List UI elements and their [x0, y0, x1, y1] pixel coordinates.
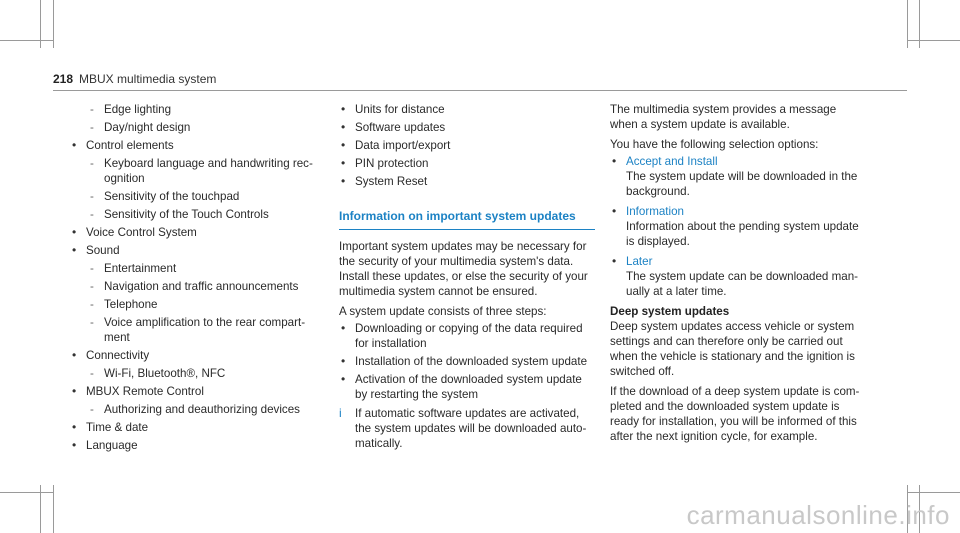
list-item: • Time & date: [70, 420, 325, 435]
note-box: [339, 406, 597, 451]
list-item: • System Reset: [339, 174, 597, 189]
list-item: - Sensitivity of the touchpad: [70, 189, 325, 204]
option-desc: Information about the pending system update is displayed.: [626, 220, 859, 248]
list-item: - Edge lighting: [70, 102, 325, 117]
list-item: • Language: [70, 438, 325, 453]
list-item: - Wi-Fi, Bluetooth®, NFC: [70, 366, 325, 381]
deep-paragraph: If the download of a deep system update is com-pleted and the downloaded system update is ready for installation, you will be informed of this after the next ignition cycle, for example.: [610, 385, 860, 443]
list-item: - Navigation and traffic announcements: [70, 279, 325, 294]
list-item: • Units for distance: [339, 102, 597, 117]
crop-mark: [0, 492, 53, 493]
intro-paragraph: Important system updates may be necessary for the security of your multimedia system's data. Install these updates, or else the security of your multimedia system cannot be ensured.: [339, 240, 588, 298]
list-item: - Sensitivity of the Touch Controls: [70, 207, 325, 222]
middle-column: [339, 102, 597, 451]
crop-mark: [0, 40, 53, 41]
page-header: [53, 72, 907, 91]
option-desc: The system update can be downloaded man-ually at a later time.: [626, 270, 859, 298]
right-column: [610, 102, 866, 449]
list-item: • Control elements: [70, 138, 325, 153]
option-label: • Later: [610, 254, 866, 269]
intro-paragraph: The multimedia system provides a message when a system update is available.: [610, 103, 837, 131]
list-item: • Sound: [70, 243, 325, 258]
crop-mark: [53, 0, 54, 48]
options-intro: You have the following selection options:: [610, 138, 819, 151]
crop-mark: [53, 485, 54, 533]
option-desc: The system update will be downloaded in the background.: [626, 170, 858, 198]
section-title: Information on important system updates: [339, 209, 595, 230]
watermark: carmanualsonline.info: [686, 500, 950, 530]
step-item: • Activation of the downloaded system update by restarting the system: [339, 372, 597, 402]
list-item: - Authorizing and deauthorizing devices: [70, 402, 325, 417]
crop-mark: [907, 492, 960, 493]
option-label: • Information: [610, 204, 866, 219]
list-item: - Day/night design: [70, 120, 325, 135]
option-label: • Accept and Install: [610, 154, 866, 169]
note-text: If automatic software updates are activated, the system updates will be downloaded auto-matically.: [355, 407, 587, 450]
step-item: • Installation of the downloaded system update: [339, 354, 597, 369]
list-item: - Keyboard language and handwriting rec- ognition: [70, 156, 325, 186]
list-item: - Telephone: [70, 297, 325, 312]
list-item: - Voice amplification to the rear compart- ment: [70, 315, 325, 345]
page-number: 218: [53, 72, 74, 86]
list-item: • MBUX Remote Control: [70, 384, 325, 399]
steps-intro: A system update consists of three steps:: [339, 305, 547, 318]
subheading: Deep system updates: [610, 305, 730, 318]
left-column: [70, 102, 325, 456]
deep-paragraph: Deep system updates access vehicle or system settings and can therefore only be carried out when the vehicle is stationary and the ignition is switched off.: [610, 320, 855, 378]
step-item: • Downloading or copying of the data required for installation: [339, 321, 597, 351]
list-item: • Data import/export: [339, 138, 597, 153]
list-item: - Entertainment: [70, 261, 325, 276]
crop-mark: [907, 40, 960, 41]
info-icon: i: [339, 406, 342, 420]
list-item: • Software updates: [339, 120, 597, 135]
list-item: • PIN protection: [339, 156, 597, 171]
page-title: MBUX multimedia system: [79, 72, 217, 86]
list-item: • Connectivity: [70, 348, 325, 363]
list-item: • Voice Control System: [70, 225, 325, 240]
